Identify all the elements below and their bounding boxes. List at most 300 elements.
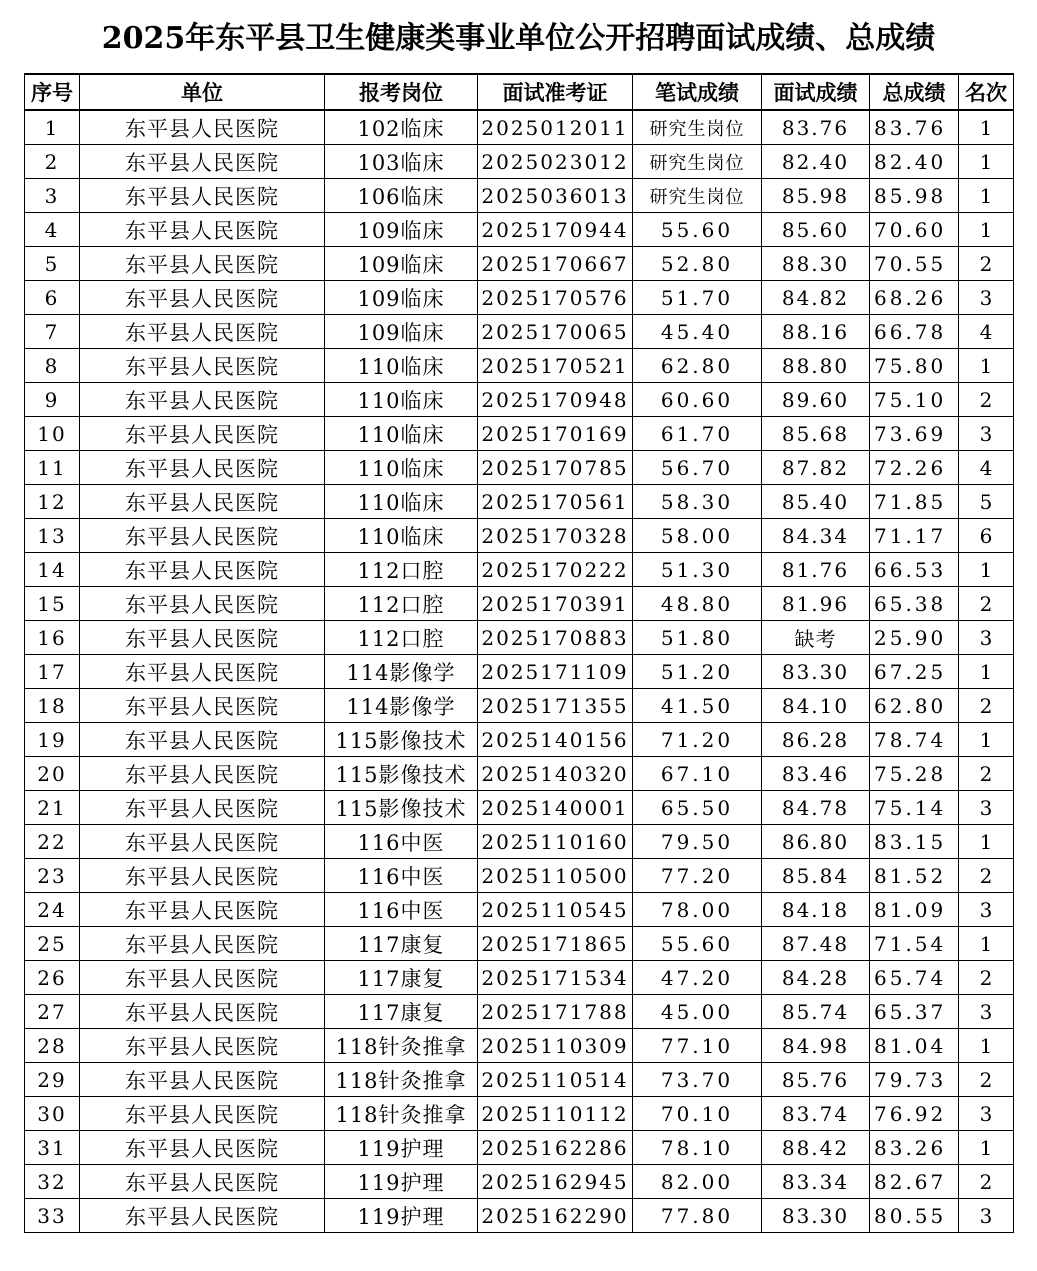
- cell-interview-score: 83.74: [762, 1097, 870, 1131]
- cell-index: 5: [25, 247, 80, 281]
- cell-interview-score: 84.98: [762, 1029, 870, 1063]
- cell-post: 117康复: [325, 927, 478, 961]
- cell-post: 117康复: [325, 995, 478, 1029]
- table-row: [25, 315, 1014, 349]
- cell-index: 26: [25, 961, 80, 995]
- table-row: [25, 587, 1014, 621]
- cell-index: 31: [25, 1131, 80, 1165]
- cell-total-score: 65.74: [870, 961, 959, 995]
- cell-post: 119护理: [325, 1165, 478, 1199]
- cell-interview-score: 88.80: [762, 349, 870, 383]
- cell-post: 118针灸推拿: [325, 1029, 478, 1063]
- cell-unit: 东平县人民医院: [80, 383, 325, 417]
- cell-total-score: 82.67: [870, 1165, 959, 1199]
- cell-ticket: 2025110514: [478, 1063, 633, 1097]
- table-row: [25, 723, 1014, 757]
- cell-unit: 东平县人民医院: [80, 553, 325, 587]
- cell-interview-score: 83.30: [762, 655, 870, 689]
- cell-unit: 东平县人民医院: [80, 1165, 325, 1199]
- table-row: [25, 1097, 1014, 1131]
- table-row: [25, 1165, 1014, 1199]
- cell-post: 109临床: [325, 247, 478, 281]
- cell-ticket: 2025170944: [478, 213, 633, 247]
- cell-interview-score: 82.40: [762, 145, 870, 179]
- document-title: 2025年东平县卫生健康类事业单位公开招聘面试成绩、总成绩: [101, 21, 936, 56]
- cell-written-score: 研究生岗位: [633, 179, 762, 213]
- cell-index: 14: [25, 553, 80, 587]
- cell-ticket: 2025162286: [478, 1131, 633, 1165]
- cell-index: 33: [25, 1199, 80, 1233]
- cell-post: 110临床: [325, 417, 478, 451]
- scores-table: [24, 73, 1014, 1233]
- table-row: [25, 791, 1014, 825]
- cell-rank: 1: [959, 1029, 1014, 1063]
- table-row: [25, 927, 1014, 961]
- cell-unit: 东平县人民医院: [80, 451, 325, 485]
- cell-rank: 1: [959, 110, 1014, 145]
- cell-index: 30: [25, 1097, 80, 1131]
- cell-interview-score: 88.30: [762, 247, 870, 281]
- cell-interview-score: 87.48: [762, 927, 870, 961]
- table-row: [25, 1063, 1014, 1097]
- cell-rank: 2: [959, 961, 1014, 995]
- cell-interview-score: 84.82: [762, 281, 870, 315]
- cell-total-score: 65.37: [870, 995, 959, 1029]
- cell-written-score: 67.10: [633, 757, 762, 791]
- cell-written-score: 48.80: [633, 587, 762, 621]
- table-row: [25, 1029, 1014, 1063]
- cell-ticket: 2025170561: [478, 485, 633, 519]
- cell-written-score: 56.70: [633, 451, 762, 485]
- cell-total-score: 71.54: [870, 927, 959, 961]
- cell-total-score: 73.69: [870, 417, 959, 451]
- cell-post: 110临床: [325, 349, 478, 383]
- cell-rank: 1: [959, 349, 1014, 383]
- cell-unit: 东平县人民医院: [80, 961, 325, 995]
- cell-written-score: 61.70: [633, 417, 762, 451]
- cell-ticket: 2025162290: [478, 1199, 633, 1233]
- cell-interview-score: 81.96: [762, 587, 870, 621]
- cell-written-score: 研究生岗位: [633, 145, 762, 179]
- cell-rank: 5: [959, 485, 1014, 519]
- cell-unit: 东平县人民医院: [80, 213, 325, 247]
- header-written-score: 笔试成绩: [633, 74, 762, 110]
- cell-total-score: 66.53: [870, 553, 959, 587]
- cell-ticket: 2025110112: [478, 1097, 633, 1131]
- cell-rank: 2: [959, 1063, 1014, 1097]
- cell-rank: 3: [959, 417, 1014, 451]
- cell-rank: 4: [959, 315, 1014, 349]
- cell-interview-score: 86.80: [762, 825, 870, 859]
- cell-rank: 1: [959, 655, 1014, 689]
- cell-rank: 1: [959, 145, 1014, 179]
- cell-post: 116中医: [325, 893, 478, 927]
- table-row: [25, 281, 1014, 315]
- cell-interview-score: 85.74: [762, 995, 870, 1029]
- table-row: [25, 1199, 1014, 1233]
- cell-total-score: 72.26: [870, 451, 959, 485]
- cell-interview-score: 87.82: [762, 451, 870, 485]
- cell-unit: 东平县人民医院: [80, 485, 325, 519]
- cell-ticket: 2025110160: [478, 825, 633, 859]
- cell-written-score: 55.60: [633, 927, 762, 961]
- cell-ticket: 2025171109: [478, 655, 633, 689]
- cell-ticket: 2025140156: [478, 723, 633, 757]
- cell-post: 110临床: [325, 451, 478, 485]
- cell-written-score: 77.80: [633, 1199, 762, 1233]
- cell-index: 28: [25, 1029, 80, 1063]
- cell-rank: 3: [959, 621, 1014, 655]
- cell-total-score: 25.90: [870, 621, 959, 655]
- table-row: [25, 110, 1014, 145]
- cell-total-score: 67.25: [870, 655, 959, 689]
- cell-interview-score: 83.30: [762, 1199, 870, 1233]
- cell-post: 114影像学: [325, 655, 478, 689]
- table-row: [25, 893, 1014, 927]
- cell-rank: 4: [959, 451, 1014, 485]
- table-row: [25, 247, 1014, 281]
- cell-ticket: 2025170521: [478, 349, 633, 383]
- cell-ticket: 2025170222: [478, 553, 633, 587]
- cell-total-score: 70.60: [870, 213, 959, 247]
- table-row: [25, 179, 1014, 213]
- table-row: [25, 553, 1014, 587]
- cell-index: 29: [25, 1063, 80, 1097]
- cell-written-score: 77.10: [633, 1029, 762, 1063]
- cell-rank: 2: [959, 383, 1014, 417]
- cell-unit: 东平县人民医院: [80, 349, 325, 383]
- cell-written-score: 51.30: [633, 553, 762, 587]
- cell-unit: 东平县人民医院: [80, 995, 325, 1029]
- cell-post: 116中医: [325, 825, 478, 859]
- cell-unit: 东平县人民医院: [80, 179, 325, 213]
- cell-total-score: 82.40: [870, 145, 959, 179]
- table-row: [25, 451, 1014, 485]
- cell-index: 24: [25, 893, 80, 927]
- cell-ticket: 2025110309: [478, 1029, 633, 1063]
- header-rank: 名次: [959, 74, 1014, 110]
- cell-ticket: 2025170667: [478, 247, 633, 281]
- cell-written-score: 45.00: [633, 995, 762, 1029]
- cell-post: 118针灸推拿: [325, 1063, 478, 1097]
- table-row: [25, 519, 1014, 553]
- cell-unit: 东平县人民医院: [80, 757, 325, 791]
- cell-unit: 东平县人民医院: [80, 893, 325, 927]
- cell-interview-score: 85.68: [762, 417, 870, 451]
- cell-index: 10: [25, 417, 80, 451]
- cell-written-score: 45.40: [633, 315, 762, 349]
- cell-written-score: 51.70: [633, 281, 762, 315]
- cell-ticket: 2025023012: [478, 145, 633, 179]
- cell-ticket: 2025012011: [478, 110, 633, 145]
- cell-ticket: 2025171534: [478, 961, 633, 995]
- cell-ticket: 2025170328: [478, 519, 633, 553]
- cell-interview-score: 88.42: [762, 1131, 870, 1165]
- cell-post: 119护理: [325, 1199, 478, 1233]
- cell-ticket: 2025170948: [478, 383, 633, 417]
- cell-ticket: 2025170391: [478, 587, 633, 621]
- cell-index: 13: [25, 519, 80, 553]
- cell-post: 115影像技术: [325, 723, 478, 757]
- header-unit: 单位: [80, 74, 325, 110]
- cell-unit: 东平县人民医院: [80, 621, 325, 655]
- cell-rank: 1: [959, 179, 1014, 213]
- cell-unit: 东平县人民医院: [80, 247, 325, 281]
- cell-unit: 东平县人民医院: [80, 689, 325, 723]
- cell-total-score: 83.76: [870, 110, 959, 145]
- header-post: 报考岗位: [325, 74, 478, 110]
- cell-unit: 东平县人民医院: [80, 825, 325, 859]
- cell-ticket: 2025170576: [478, 281, 633, 315]
- cell-rank: 1: [959, 723, 1014, 757]
- cell-post: 118针灸推拿: [325, 1097, 478, 1131]
- cell-interview-score: 85.60: [762, 213, 870, 247]
- cell-total-score: 75.28: [870, 757, 959, 791]
- cell-written-score: 62.80: [633, 349, 762, 383]
- cell-index: 3: [25, 179, 80, 213]
- table-row: [25, 961, 1014, 995]
- table-row: [25, 485, 1014, 519]
- cell-total-score: 81.52: [870, 859, 959, 893]
- cell-written-score: 51.20: [633, 655, 762, 689]
- cell-index: 21: [25, 791, 80, 825]
- cell-post: 112口腔: [325, 587, 478, 621]
- cell-index: 6: [25, 281, 80, 315]
- cell-post: 115影像技术: [325, 757, 478, 791]
- cell-unit: 东平县人民医院: [80, 1063, 325, 1097]
- cell-index: 7: [25, 315, 80, 349]
- cell-ticket: 2025171355: [478, 689, 633, 723]
- cell-unit: 东平县人民医院: [80, 1199, 325, 1233]
- cell-rank: 2: [959, 1165, 1014, 1199]
- cell-index: 11: [25, 451, 80, 485]
- cell-index: 23: [25, 859, 80, 893]
- table-header-row: [25, 74, 1014, 110]
- cell-interview-score: 85.76: [762, 1063, 870, 1097]
- cell-index: 25: [25, 927, 80, 961]
- cell-written-score: 研究生岗位: [633, 110, 762, 145]
- cell-interview-score: 85.98: [762, 179, 870, 213]
- cell-index: 9: [25, 383, 80, 417]
- cell-total-score: 78.74: [870, 723, 959, 757]
- cell-written-score: 82.00: [633, 1165, 762, 1199]
- cell-written-score: 41.50: [633, 689, 762, 723]
- cell-written-score: 78.10: [633, 1131, 762, 1165]
- cell-rank: 3: [959, 791, 1014, 825]
- header-total-score: 总成绩: [870, 74, 959, 110]
- cell-ticket: 2025170169: [478, 417, 633, 451]
- cell-written-score: 71.20: [633, 723, 762, 757]
- cell-rank: 3: [959, 281, 1014, 315]
- table-row: [25, 859, 1014, 893]
- cell-rank: 2: [959, 859, 1014, 893]
- cell-unit: 东平县人民医院: [80, 1029, 325, 1063]
- cell-ticket: 2025170785: [478, 451, 633, 485]
- cell-post: 119护理: [325, 1131, 478, 1165]
- cell-unit: 东平县人民医院: [80, 927, 325, 961]
- header-interview-score: 面试成绩: [762, 74, 870, 110]
- cell-rank: 3: [959, 1097, 1014, 1131]
- cell-index: 4: [25, 213, 80, 247]
- cell-interview-score: 85.84: [762, 859, 870, 893]
- cell-written-score: 51.80: [633, 621, 762, 655]
- cell-interview-score: 81.76: [762, 553, 870, 587]
- cell-index: 32: [25, 1165, 80, 1199]
- table-row: [25, 417, 1014, 451]
- cell-interview-score: 84.34: [762, 519, 870, 553]
- cell-interview-score: 84.18: [762, 893, 870, 927]
- cell-interview-score: 83.46: [762, 757, 870, 791]
- cell-index: 16: [25, 621, 80, 655]
- cell-index: 27: [25, 995, 80, 1029]
- cell-unit: 东平县人民医院: [80, 519, 325, 553]
- cell-index: 19: [25, 723, 80, 757]
- cell-post: 114影像学: [325, 689, 478, 723]
- cell-post: 103临床: [325, 145, 478, 179]
- cell-rank: 1: [959, 1131, 1014, 1165]
- cell-post: 109临床: [325, 315, 478, 349]
- table-row: [25, 1131, 1014, 1165]
- cell-unit: 东平县人民医院: [80, 110, 325, 145]
- cell-post: 109临床: [325, 213, 478, 247]
- cell-interview-score: 84.78: [762, 791, 870, 825]
- cell-unit: 东平县人民医院: [80, 723, 325, 757]
- cell-index: 2: [25, 145, 80, 179]
- cell-unit: 东平县人民医院: [80, 587, 325, 621]
- table-row: [25, 145, 1014, 179]
- cell-total-score: 70.55: [870, 247, 959, 281]
- table-body: [25, 110, 1014, 1233]
- cell-rank: 3: [959, 893, 1014, 927]
- cell-rank: 2: [959, 757, 1014, 791]
- cell-total-score: 75.10: [870, 383, 959, 417]
- cell-post: 106临床: [325, 179, 478, 213]
- cell-written-score: 77.20: [633, 859, 762, 893]
- cell-written-score: 65.50: [633, 791, 762, 825]
- cell-index: 20: [25, 757, 80, 791]
- cell-post: 109临床: [325, 281, 478, 315]
- cell-total-score: 76.92: [870, 1097, 959, 1131]
- cell-total-score: 62.80: [870, 689, 959, 723]
- header-index: 序号: [25, 74, 80, 110]
- table-row: [25, 213, 1014, 247]
- cell-total-score: 75.80: [870, 349, 959, 383]
- cell-total-score: 83.15: [870, 825, 959, 859]
- cell-index: 8: [25, 349, 80, 383]
- cell-unit: 东平县人民医院: [80, 859, 325, 893]
- cell-index: 12: [25, 485, 80, 519]
- cell-unit: 东平县人民医院: [80, 281, 325, 315]
- cell-rank: 2: [959, 689, 1014, 723]
- cell-unit: 东平县人民医院: [80, 1131, 325, 1165]
- table-row: [25, 655, 1014, 689]
- table-row: [25, 757, 1014, 791]
- cell-post: 110临床: [325, 519, 478, 553]
- cell-written-score: 78.00: [633, 893, 762, 927]
- cell-post: 110临床: [325, 485, 478, 519]
- cell-ticket: 2025171865: [478, 927, 633, 961]
- cell-rank: 2: [959, 587, 1014, 621]
- cell-index: 22: [25, 825, 80, 859]
- cell-post: 112口腔: [325, 621, 478, 655]
- cell-unit: 东平县人民医院: [80, 417, 325, 451]
- cell-total-score: 68.26: [870, 281, 959, 315]
- cell-ticket: 2025171788: [478, 995, 633, 1029]
- cell-total-score: 66.78: [870, 315, 959, 349]
- cell-written-score: 47.20: [633, 961, 762, 995]
- cell-ticket: 2025170065: [478, 315, 633, 349]
- cell-rank: 2: [959, 247, 1014, 281]
- cell-rank: 1: [959, 553, 1014, 587]
- cell-rank: 6: [959, 519, 1014, 553]
- cell-rank: 3: [959, 1199, 1014, 1233]
- cell-unit: 东平县人民医院: [80, 145, 325, 179]
- cell-interview-score: 84.28: [762, 961, 870, 995]
- cell-total-score: 71.85: [870, 485, 959, 519]
- cell-total-score: 75.14: [870, 791, 959, 825]
- cell-interview-score: 83.34: [762, 1165, 870, 1199]
- cell-written-score: 58.30: [633, 485, 762, 519]
- cell-index: 15: [25, 587, 80, 621]
- cell-total-score: 79.73: [870, 1063, 959, 1097]
- cell-written-score: 70.10: [633, 1097, 762, 1131]
- cell-written-score: 60.60: [633, 383, 762, 417]
- cell-post: 117康复: [325, 961, 478, 995]
- cell-ticket: 2025170883: [478, 621, 633, 655]
- cell-total-score: 65.38: [870, 587, 959, 621]
- cell-total-score: 81.09: [870, 893, 959, 927]
- cell-total-score: 85.98: [870, 179, 959, 213]
- table-row: [25, 995, 1014, 1029]
- cell-rank: 3: [959, 995, 1014, 1029]
- table-row: [25, 383, 1014, 417]
- cell-written-score: 55.60: [633, 213, 762, 247]
- cell-written-score: 52.80: [633, 247, 762, 281]
- cell-ticket: 2025140001: [478, 791, 633, 825]
- cell-total-score: 71.17: [870, 519, 959, 553]
- header-ticket: 面试准考证: [478, 74, 633, 110]
- cell-ticket: 2025140320: [478, 757, 633, 791]
- cell-post: 116中医: [325, 859, 478, 893]
- cell-ticket: 2025162945: [478, 1165, 633, 1199]
- cell-post: 110临床: [325, 383, 478, 417]
- cell-post: 112口腔: [325, 553, 478, 587]
- cell-ticket: 2025110545: [478, 893, 633, 927]
- table-row: [25, 621, 1014, 655]
- table-row: [25, 689, 1014, 723]
- cell-rank: 1: [959, 927, 1014, 961]
- cell-unit: 东平县人民医院: [80, 1097, 325, 1131]
- cell-written-score: 73.70: [633, 1063, 762, 1097]
- cell-post: 115影像技术: [325, 791, 478, 825]
- cell-interview-score: 86.28: [762, 723, 870, 757]
- cell-post: 102临床: [325, 110, 478, 145]
- cell-interview-score: 缺考: [762, 621, 870, 655]
- cell-written-score: 79.50: [633, 825, 762, 859]
- table-row: [25, 349, 1014, 383]
- cell-unit: 东平县人民医院: [80, 791, 325, 825]
- cell-total-score: 81.04: [870, 1029, 959, 1063]
- cell-rank: 1: [959, 825, 1014, 859]
- cell-interview-score: 89.60: [762, 383, 870, 417]
- cell-interview-score: 83.76: [762, 110, 870, 145]
- cell-interview-score: 88.16: [762, 315, 870, 349]
- cell-rank: 1: [959, 213, 1014, 247]
- table-row: [25, 825, 1014, 859]
- cell-index: 17: [25, 655, 80, 689]
- cell-ticket: 2025110500: [478, 859, 633, 893]
- cell-index: 1: [25, 110, 80, 145]
